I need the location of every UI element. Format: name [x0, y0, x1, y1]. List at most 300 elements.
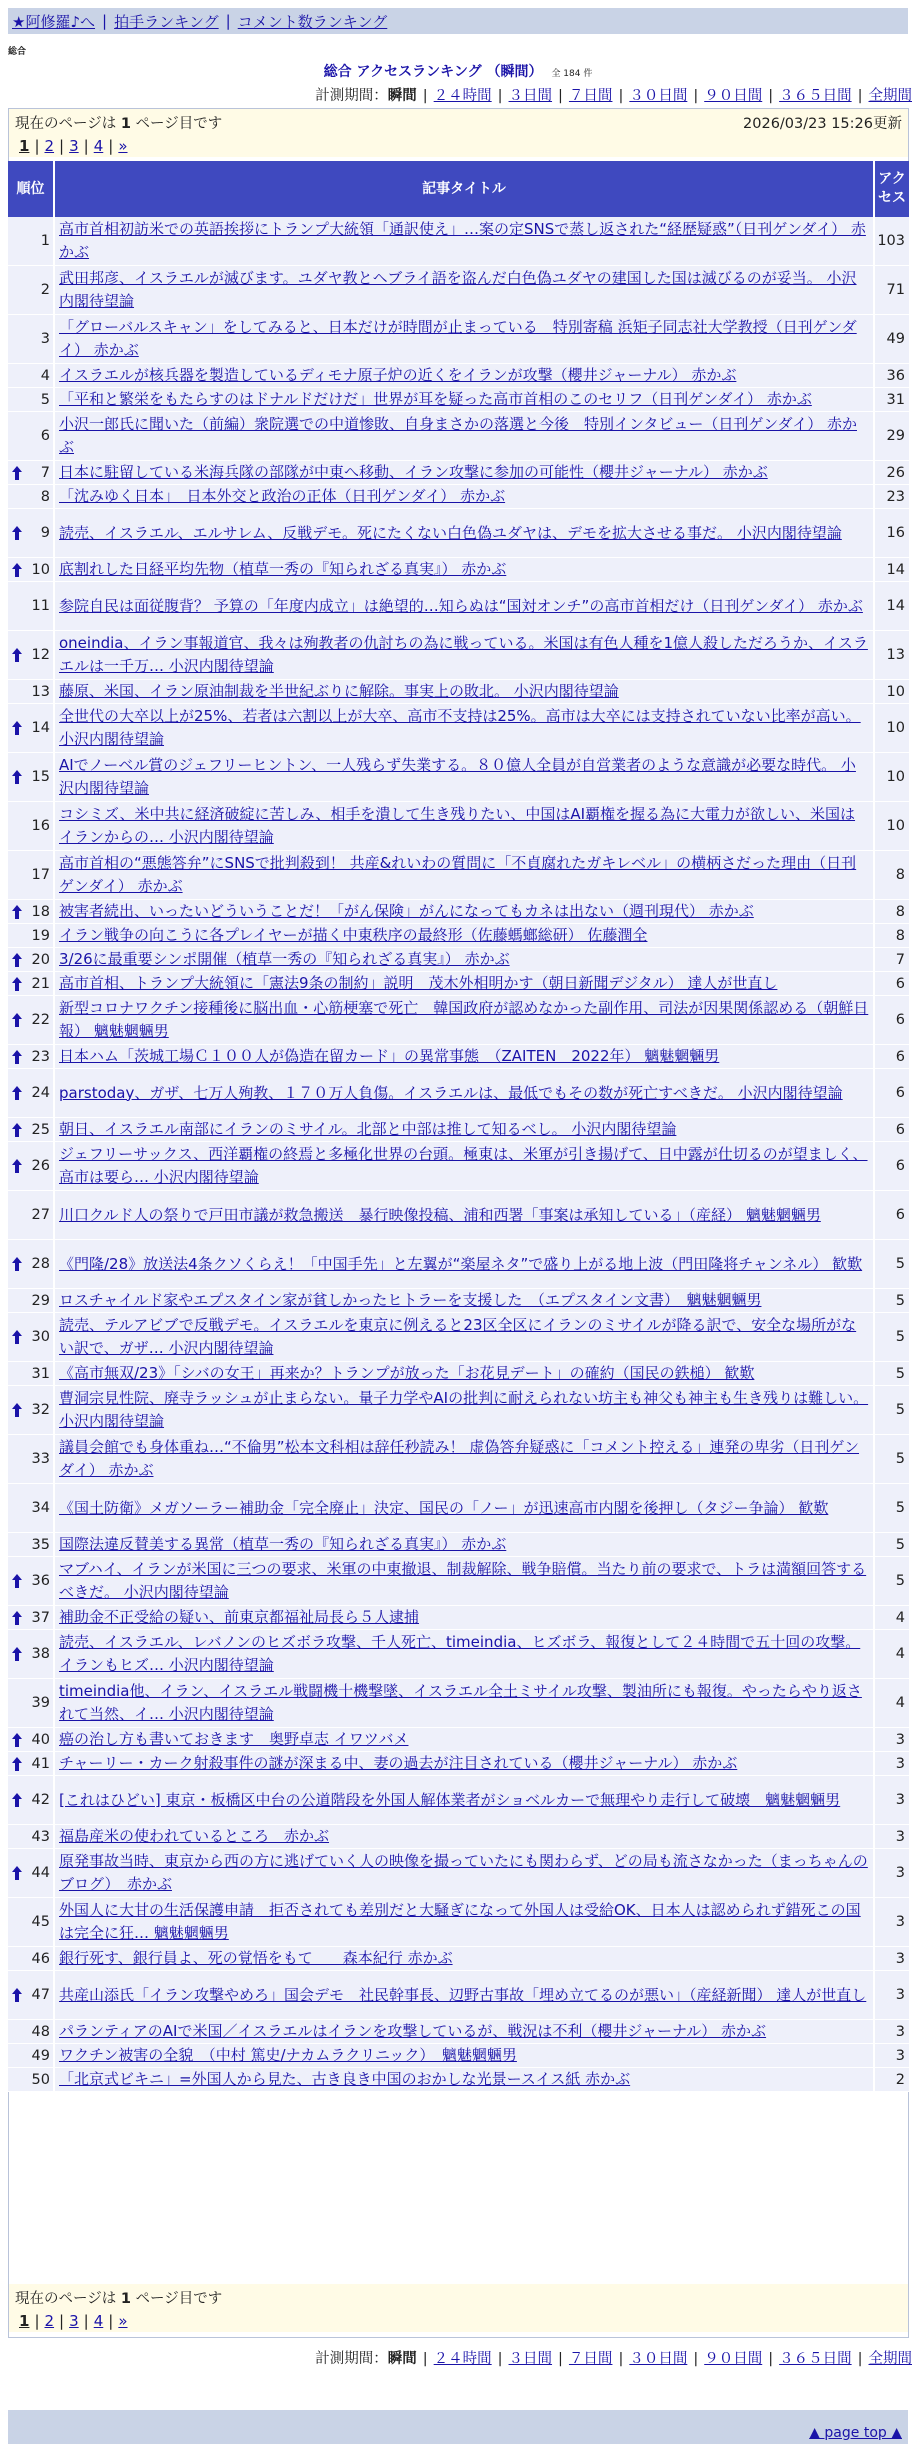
title-cell — [55, 802, 875, 850]
nav-link-applause-ranking[interactable]: 拍手ランキング — [114, 12, 219, 31]
period-option-link[interactable]: ３６５日間 — [779, 2351, 852, 2367]
article-link[interactable]: 曹洞宗見性院、廃寺ラッシュが止まらない。量子力学やAIの批判に耐えられない坊主も神父も神主も生き残りは難しい。 小沢内閣待望論 — [59, 1389, 869, 1430]
article-link[interactable]: ジェフリーサックス、西洋覇権の終焉と多極化世界の台頭。極東は、米軍が引き揚げて、日中露が仕切るのが望ましく、高市は要ら… 小沢内閣待望論 — [59, 1145, 868, 1186]
period-option-link[interactable]: ３０日間 — [629, 88, 688, 104]
access-count: 4 — [875, 1606, 909, 1629]
title-cell — [55, 2068, 875, 2091]
rank-number: 33 — [31, 1451, 50, 1467]
rank-up-arrow-icon — [12, 1086, 22, 1100]
table-row — [8, 461, 909, 485]
pager-separator: | — [59, 2312, 65, 2330]
article-link[interactable]: 新型コロナワクチン接種後に脳出血・心筋梗塞で死亡 韓国政府が認めなかった副作用、司法が因果関係認める（朝鮮日報） 魑魅魍魎男 — [59, 999, 869, 1040]
rank-number: 35 — [31, 1536, 50, 1553]
site-label: 総合 — [8, 47, 27, 57]
article-link[interactable]: 原発事故当時、東京から西の方に逃げていく人の映像を撮っていたにも関わらず、どの局も流さなかった（まっちゃんのブログ） 赤かぶ — [59, 1852, 868, 1893]
page-link[interactable]: 3 — [69, 2312, 79, 2330]
rank-number: 39 — [31, 1695, 50, 1711]
table-row — [8, 1947, 909, 1971]
title-cell — [55, 1630, 875, 1678]
article-link[interactable]: 癌の治し方も書いておきます 奥野卓志 イワツバメ — [59, 1730, 409, 1748]
page-info-top — [8, 109, 909, 135]
access-count: 6 — [875, 1069, 909, 1117]
article-link[interactable]: ロスチャイルド家やエプスタイン家が貧しかったヒトラーを支援した （エプスタイン文書） 魑魅魍魎男 — [59, 1291, 762, 1309]
period-separator: | — [422, 2351, 428, 2367]
rank-up-arrow-icon — [12, 526, 22, 540]
rank-cell — [8, 1045, 55, 1068]
rank-number: 48 — [31, 2023, 50, 2040]
title-cell — [55, 461, 875, 484]
table-row — [8, 1142, 909, 1191]
rank-cell — [8, 851, 55, 899]
rank-number: 19 — [31, 927, 50, 944]
rank-number: 9 — [40, 525, 50, 541]
rank-number: 14 — [31, 720, 50, 736]
rank-number: 16 — [31, 818, 50, 834]
access-count: 31 — [875, 388, 909, 411]
title-cell — [55, 266, 875, 314]
access-count: 3 — [875, 1947, 909, 1970]
title-cell — [55, 1118, 875, 1141]
table-row — [8, 266, 909, 315]
access-count: 3 — [875, 1849, 909, 1897]
article-link[interactable]: 「沈みゆく日本」 日本外交と政治の正体（日刊ゲンダイ） 赤かぶ — [59, 487, 506, 505]
top-nav — [8, 8, 908, 34]
rank-number: 17 — [31, 867, 50, 883]
period-option-link[interactable]: ３６５日間 — [779, 88, 852, 104]
article-link[interactable]: 日本ハム「茨城工場Ｃ１００人が偽造在留カード」の異常事態 （ZAITEN 2022年） 魑魅魍魎男 — [59, 1047, 720, 1065]
rank-cell — [8, 1606, 55, 1629]
article-link[interactable]: 被害者続出、いったいどういうことだ！「がん保険」がんになってもカネは出ない（週刊現代） 赤かぶ — [59, 902, 754, 920]
title-cell — [55, 2020, 875, 2043]
pager-separator: | — [34, 137, 40, 155]
rank-up-arrow-icon — [12, 1013, 22, 1027]
rank-cell — [8, 1557, 55, 1605]
period-separator: | — [618, 88, 624, 104]
current-page-number: 1 — [19, 2312, 30, 2330]
nav-link-comment-ranking[interactable]: コメント数ランキング — [237, 12, 388, 31]
rank-cell — [8, 509, 55, 557]
rank-number: 47 — [31, 1987, 50, 2003]
rank-number: 5 — [40, 391, 50, 408]
page-link[interactable]: 2 — [44, 137, 55, 155]
rank-number: 6 — [40, 428, 50, 444]
article-link[interactable]: [これはひどい] 東京・板橋区中台の公道階段を外国人解体業者がショベルカーで無理やり走行して破壊 魑魅魍魎男 — [59, 1790, 841, 1809]
table-row — [8, 1118, 909, 1142]
rank-number: 23 — [31, 1048, 50, 1065]
rank-cell — [8, 315, 55, 363]
table-row — [8, 364, 909, 388]
table-row — [8, 1679, 909, 1728]
table-row — [8, 1849, 909, 1898]
access-count: 5 — [875, 1435, 909, 1483]
title-cell — [55, 1240, 875, 1288]
period-label: 計測期間： — [315, 2351, 388, 2367]
article-link[interactable]: 《国土防衛》メガソーラー補助金「完全廃止」決定、国民の「ノー」が迅速高市内閣を後押し（タジー争論） 歓歎 — [59, 1498, 829, 1517]
period-option-link[interactable]: ３０日間 — [629, 2351, 688, 2367]
access-count: 5 — [875, 1557, 909, 1605]
table-row — [8, 1776, 909, 1825]
period-option-link[interactable]: ９０日間 — [704, 88, 763, 104]
article-link[interactable]: 「北京式ビキニ」=外国人から見た、古き良き中国のおかしな光景ースイス紙 赤かぶ — [59, 2070, 631, 2088]
period-separator: | — [618, 2351, 624, 2367]
title-cell — [55, 1971, 875, 2019]
period-selector-bottom — [315, 2347, 912, 2368]
rank-up-arrow-icon — [12, 1257, 22, 1271]
article-link[interactable]: 補助金不正受給の疑い、前東京都福祉局長ら５人逮捕 — [59, 1608, 420, 1626]
access-count: 5 — [875, 1386, 909, 1434]
access-count: 6 — [875, 1142, 909, 1190]
page-top-link[interactable]: ▲ page top ▲ — [809, 2425, 902, 2441]
title-cell — [55, 509, 875, 557]
article-link[interactable]: 「グローバルスキャン」をしてみると、日本だけが時間が止まっている 特別寄稿 浜矩子同志社大学教授（日刊ゲンダイ） 赤かぶ — [59, 318, 857, 359]
title-cell — [55, 1898, 875, 1946]
table-row — [8, 2044, 909, 2068]
article-link[interactable]: コシミズ、米中共に経済破綻に苦しみ、相手を潰して生き残りたい、中国はAI覇権を握る為に大電力が欲しい、米国はイランからの… 小沢内閣待望論 — [59, 805, 856, 846]
title-cell — [55, 217, 875, 265]
rank-cell — [8, 266, 55, 314]
rank-up-arrow-icon — [12, 1611, 22, 1625]
rank-up-arrow-icon — [12, 977, 22, 991]
title-cell — [55, 1289, 875, 1312]
page-link[interactable]: 4 — [93, 137, 104, 155]
rank-number: 42 — [31, 1792, 50, 1808]
rank-number: 43 — [31, 1828, 50, 1845]
current-page-number: 1 — [19, 137, 30, 155]
rank-up-arrow-icon — [12, 953, 22, 967]
rank-up-arrow-icon — [12, 1866, 22, 1880]
title-cell — [55, 485, 875, 508]
article-link[interactable]: AIでノーベル賞のジェフリーヒントン、一人残らず失業する。８０億人全員が自営業者のような意識が必要な時代。 小沢内閣待望論 — [59, 756, 856, 797]
table-row — [8, 217, 909, 266]
table-row — [8, 315, 909, 364]
article-link[interactable]: 共産山添氏「イラン攻撃やめろ」国会デモ 社民幹事長、辺野古事故「埋め立てるのが悪い」（産経新聞） 達人が世直し — [59, 1985, 867, 2004]
table-row — [8, 1240, 909, 1289]
rank-number: 12 — [31, 647, 50, 663]
access-count: 16 — [875, 509, 909, 557]
article-link[interactable]: 高市首相初訪米での英語挨拶にトランプ大統領「通訳使え」…案の定SNSで蒸し返された“経歴疑惑”（日刊ゲンダイ） 赤かぶ — [59, 220, 866, 261]
rank-number: 44 — [31, 1865, 50, 1881]
access-count: 6 — [875, 1118, 909, 1141]
article-link[interactable]: oneindia、イラン事報道官、我々は殉教者の仇討ちの為に戦っている。米国は有色人種を1億人殺しただろうか、イスラエルは一千万… 小沢内閣待望論 — [59, 634, 868, 675]
period-option-link[interactable]: ７日間 — [568, 2351, 613, 2367]
title-cell — [55, 704, 875, 752]
rank-number: 41 — [31, 1755, 50, 1772]
rank-number: 7 — [40, 464, 50, 481]
title-cell — [55, 1606, 875, 1629]
title-cell — [55, 1533, 875, 1556]
table-header — [8, 161, 909, 217]
period-option-link[interactable]: ２４時間 — [433, 88, 492, 104]
period-option-link[interactable]: 全期間 — [868, 88, 912, 104]
article-link[interactable]: 《高市無双/23》「シバの女王」再来か？トランプが放った「お花見デート」の確約（国民の鉄槌） 歓歎 — [59, 1364, 755, 1382]
rank-up-arrow-icon — [12, 1574, 22, 1588]
rank-number: 27 — [31, 1207, 50, 1223]
period-option-link[interactable]: ７日間 — [568, 88, 613, 104]
article-link[interactable]: 議員会館でも身体重ね…“不倫男”松本文科相は辞任秒読み！ 虚偽答弁疑惑に「コメント控える」連発の卑劣（日刊ゲンダイ） 赤かぶ — [59, 1438, 860, 1479]
rank-number: 28 — [31, 1256, 50, 1272]
access-count: 49 — [875, 315, 909, 363]
rank-cell — [8, 900, 55, 923]
pager-separator: | — [108, 137, 114, 155]
access-count: 3 — [875, 2020, 909, 2043]
rank-up-arrow-icon — [12, 1793, 22, 1807]
access-count: 6 — [875, 1191, 909, 1239]
table-row — [8, 1533, 909, 1557]
title-cell — [55, 1557, 875, 1605]
rank-cell — [8, 753, 55, 801]
title-cell — [55, 582, 875, 630]
period-separator: | — [693, 2351, 699, 2367]
rank-up-arrow-icon — [12, 1159, 22, 1173]
nav-separator: | — [102, 12, 108, 30]
article-link[interactable]: 国際法違反賛美する異常（植草一秀の『知られざる真実』） 赤かぶ — [59, 1535, 507, 1553]
title-cell — [55, 1313, 875, 1361]
title-cell — [55, 900, 875, 923]
column-header-title: 記事タイトル — [55, 161, 875, 217]
table-row — [8, 1289, 909, 1313]
access-count: 5 — [875, 1362, 909, 1385]
rank-cell — [8, 1386, 55, 1434]
table-row — [8, 631, 909, 680]
rank-up-arrow-icon — [12, 648, 22, 662]
article-link[interactable]: 底割れした日経平均先物（植草一秀の『知られざる真実』） 赤かぶ — [59, 560, 507, 578]
rank-number: 10 — [31, 561, 50, 578]
period-selector-top — [315, 84, 912, 105]
title-cell — [55, 1947, 875, 1970]
title-cell — [55, 2044, 875, 2067]
rank-number: 49 — [31, 2047, 50, 2064]
article-link[interactable]: timeindia他、イラン、イスラエル戦闘機十機撃墜、イスラエル全土ミサイル攻撃、製油所にも報復。やったらやり返されて当然、イ… 小沢内閣待望論 — [59, 1682, 862, 1723]
period-option-link[interactable]: ２４時間 — [433, 2351, 492, 2367]
table-row — [8, 1825, 909, 1849]
table-row — [8, 2020, 909, 2044]
rank-cell — [8, 1947, 55, 1970]
table-row — [8, 900, 909, 924]
article-link[interactable]: 武田邦彦、イスラエルが滅びます。ユダヤ教とヘブライ語を盗んだ白色偽ユダヤの建国した国は滅びるのが妥当。 小沢内閣待望論 — [59, 269, 857, 310]
next-page-link[interactable]: » — [118, 2312, 128, 2330]
article-link[interactable]: 日本に駐留している米海兵隊の部隊が中東へ移動、イラン攻撃に参加の可能性（櫻井ジャーナル） 赤かぶ — [59, 463, 768, 481]
access-count: 5 — [875, 1240, 909, 1288]
rank-up-arrow-icon — [12, 1123, 22, 1137]
current-page-text: 現在のページは 1 ページ目です — [15, 2290, 223, 2307]
access-count: 3 — [875, 1776, 909, 1824]
access-count: 8 — [875, 900, 909, 923]
rank-cell — [8, 1825, 55, 1848]
table-row — [8, 412, 909, 461]
rank-number: 8 — [40, 488, 50, 505]
period-separator: | — [693, 88, 699, 104]
pager-separator: | — [108, 2312, 114, 2330]
article-link[interactable]: 福島産米の使われているところ 赤かぶ — [59, 1827, 330, 1845]
rank-number: 38 — [31, 1646, 50, 1662]
rank-number: 26 — [31, 1158, 50, 1174]
article-link[interactable]: 外国人に大甘の生活保護申請 拒否されても差別だと大騒ぎになって外国人は受給OK、日本人は認められず錯死この国は完全に狂… 魑魅魍魎男 — [59, 1901, 861, 1942]
rank-up-arrow-icon — [12, 721, 22, 735]
rank-cell — [8, 1362, 55, 1385]
article-link[interactable]: 川口クルド人の祭りで戸田市議が救急搬送 暴行映像投稿、浦和西署「事案は承知している」（産経） 魑魅魍魎男 — [59, 1205, 821, 1224]
article-link[interactable]: イスラエルが核兵器を製造しているディモナ原子炉の近くをイランが攻撃（櫻井ジャーナル） 赤かぶ — [59, 366, 737, 384]
access-count: 8 — [875, 851, 909, 899]
access-count: 14 — [875, 558, 909, 581]
rank-cell — [8, 802, 55, 850]
rank-number: 4 — [40, 367, 50, 384]
title-cell — [55, 1435, 875, 1483]
rank-up-arrow-icon — [12, 1330, 22, 1344]
rank-cell — [8, 2020, 55, 2043]
rank-cell — [8, 1776, 55, 1824]
article-link[interactable]: 小沢一郎氏に聞いた（前編）衆院選での中道惨敗、自身まさかの落選と今後 特別インタビュー（日刊ゲンダイ） 赤かぶ — [59, 415, 857, 456]
title-cell — [55, 1728, 875, 1751]
nav-separator: | — [225, 12, 231, 30]
title-cell — [55, 1045, 875, 1068]
rank-cell — [8, 972, 55, 995]
page-link[interactable]: 4 — [93, 2312, 104, 2330]
article-link[interactable]: 高市首相、トランプ大統領に「憲法9条の制約」説明 茂木外相明かす（朝日新聞デジタル） 達人が世直し — [59, 974, 778, 992]
article-link[interactable]: 銀行死す、銀行員よ、死の覚悟をもて 森本紀行 赤かぶ — [59, 1949, 453, 1967]
period-option-link[interactable]: ９０日間 — [704, 2351, 763, 2367]
access-count: 6 — [875, 1045, 909, 1068]
rank-cell — [8, 680, 55, 703]
rank-up-arrow-icon — [12, 1403, 22, 1417]
title-cell — [55, 1752, 875, 1775]
rank-number: 21 — [31, 975, 50, 992]
nav-link-asyura[interactable]: ★阿修羅♪へ — [12, 12, 96, 31]
table-row — [8, 1630, 909, 1679]
period-separator: | — [558, 2351, 563, 2367]
article-link[interactable]: 3/26に最重要シンポ開催（植草一秀の『知られざる真実』） 赤かぶ — [59, 950, 510, 968]
table-row — [8, 996, 909, 1045]
access-count: 36 — [875, 364, 909, 387]
period-separator: | — [857, 88, 863, 104]
title-cell — [55, 1386, 875, 1434]
article-link[interactable]: チャーリー・カーク射殺事件の謎が深まる中、妻の過去が注目されている（櫻井ジャーナル） 赤かぶ — [59, 1754, 738, 1772]
article-link[interactable]: 読売、テルアビブで反戦デモ。イスラエルを東京に例えると23区全区にイランのミサイルが降る訳で、安全な場所がない訳で、ガザ… 小沢内閣待望論 — [59, 1316, 857, 1357]
table-row — [8, 680, 909, 704]
article-link[interactable]: 高市首相の“悪態答弁”にSNSで批判殺到！ 共産&れいわの質問に「不貞腐れたガキレベル」の横柄さだった理由（日刊ゲンダイ） 赤かぶ — [59, 854, 857, 895]
period-separator: | — [497, 2351, 503, 2367]
access-count: 4 — [875, 1679, 909, 1727]
table-row — [8, 1898, 909, 1947]
title-cell — [55, 1679, 875, 1727]
access-count: 3 — [875, 1898, 909, 1946]
access-count: 5 — [875, 1313, 909, 1361]
rank-number: 11 — [31, 598, 50, 614]
rank-up-arrow-icon — [12, 466, 22, 480]
title-cell — [55, 1484, 875, 1532]
table-row — [8, 924, 909, 948]
title-cell — [55, 948, 875, 971]
pager-separator: | — [34, 2312, 40, 2330]
table-row — [8, 509, 909, 558]
ranking-table — [8, 217, 909, 2092]
rank-number: 1 — [40, 233, 50, 249]
rank-cell — [8, 1533, 55, 1556]
period-option-link[interactable]: ３日間 — [508, 88, 553, 104]
footer-bar — [8, 2410, 908, 2444]
article-link[interactable]: 参院自民は面従腹背？ 予算の「年度内成立」は絶望的…知らぬは“国対オンチ”の高市首相だけ（日刊ゲンダイ） 赤かぶ — [59, 596, 863, 615]
table-row — [8, 1045, 909, 1069]
rank-number: 31 — [31, 1365, 50, 1382]
next-page-link[interactable]: » — [118, 137, 128, 155]
rank-cell — [8, 1142, 55, 1190]
table-row — [8, 1752, 909, 1776]
table-row — [8, 388, 909, 412]
title-cell — [55, 680, 875, 703]
rank-number: 3 — [40, 331, 50, 347]
rank-cell — [8, 388, 55, 411]
article-link[interactable]: イラン戦争の向こうに各プレイヤーが描く中東秩序の最終形（佐藤螞螂総研） 佐藤潤全 — [59, 926, 648, 944]
period-separator: | — [422, 88, 428, 104]
rank-cell — [8, 1240, 55, 1288]
period-option-link[interactable]: 全期間 — [868, 2351, 912, 2367]
access-count: 71 — [875, 266, 909, 314]
article-link[interactable]: 読売、イスラエル、レバノンのヒズボラ攻撃、千人死亡、timeindia、ヒズボラ、報復として２４時間で五十回の攻撃。イランもヒズ… 小沢内閣待望論 — [59, 1633, 861, 1674]
rank-number: 18 — [31, 903, 50, 920]
rank-number: 36 — [31, 1573, 50, 1589]
page-link[interactable]: 2 — [44, 2312, 55, 2330]
column-header-access: アクセス — [875, 161, 909, 217]
period-separator: | — [857, 2351, 863, 2367]
article-link[interactable]: 朝日、イスラエル南部にイランのミサイル。北部と中部は推して知るべし。 小沢内閣待望論 — [59, 1120, 677, 1138]
article-link[interactable]: パランティアのAIで米国／イスラエルはイランを攻撃しているが、戦況は不利（櫻井ジャーナル） 赤かぶ — [59, 2022, 767, 2040]
period-label: 計測期間： — [315, 88, 388, 104]
page-link[interactable]: 3 — [69, 137, 79, 155]
rank-cell — [8, 485, 55, 508]
rank-up-arrow-icon — [12, 563, 22, 577]
article-link[interactable]: マブハイ、イランが米国に三つの要求、米軍の中東撤退、制裁解除、戦争賠償。当たり前の要求で、トラは満額回答するべきだ。 小沢内閣待望論 — [59, 1560, 867, 1601]
access-count: 13 — [875, 631, 909, 679]
table-row — [8, 2068, 909, 2092]
article-link[interactable]: 藤原、米国、イラン原油制裁を半世紀ぶりに解除。事実上の敗北。 小沢内閣待望論 — [59, 682, 619, 700]
table-row — [8, 558, 909, 582]
ranking-heading: 総合 アクセスランキング （瞬間） — [323, 64, 543, 80]
title-cell — [55, 412, 875, 460]
rank-cell — [8, 1971, 55, 2019]
access-count: 3 — [875, 1825, 909, 1848]
access-count: 29 — [875, 412, 909, 460]
article-link[interactable]: 全世代の大卒以上が25%、若者は六割以上が大卒、高市不支持は25%。高市は大卒には支持されていない比率が高い。 小沢内閣待望論 — [59, 707, 861, 748]
rank-cell — [8, 1118, 55, 1141]
article-link[interactable]: 読売、イスラエル、エルサレム、反戦デモ。死にたくない白色偽ユダヤは、デモを拡大させる事だ。 小沢内閣待望論 — [59, 523, 842, 542]
access-count: 6 — [875, 972, 909, 995]
rank-number: 30 — [31, 1329, 50, 1345]
article-link[interactable]: 《門隆/28》放送法4条クソくらえ！「中国手先」と左翼が“楽屋ネタ”で盛り上がる地上波（門田隆将チャンネル） 歓歎 — [59, 1254, 863, 1273]
pager-separator: | — [83, 137, 89, 155]
rank-cell — [8, 1484, 55, 1532]
access-count: 8 — [875, 924, 909, 947]
rank-cell — [8, 996, 55, 1044]
access-count: 10 — [875, 680, 909, 703]
title-cell — [55, 315, 875, 363]
title-cell — [55, 972, 875, 995]
rank-up-arrow-icon — [12, 1988, 22, 2002]
access-count: 10 — [875, 704, 909, 752]
rank-number: 20 — [31, 951, 50, 968]
article-link[interactable]: parstoday、ガザ、七万人殉教、１７０万人負傷。イスラエルは、最低でもその数が死亡すべきだ。 小沢内閣待望論 — [59, 1083, 843, 1102]
rank-number: 40 — [31, 1731, 50, 1748]
period-current: 瞬間 — [387, 2351, 417, 2367]
article-link[interactable]: 「平和と繁栄をもたらすのはドナルドだけだ」世界が耳を疑った高市首相のこのセリフ（日刊ゲンダイ） 赤かぶ — [59, 390, 812, 408]
table-row — [8, 485, 909, 509]
rank-up-arrow-icon — [12, 1647, 22, 1661]
page-info-bottom — [8, 2284, 909, 2310]
article-link[interactable]: ワクチン被害の全貌 （中村 篤史/ナカムラクリニック） 魑魅魍魎男 — [59, 2046, 517, 2064]
rank-number: 25 — [31, 1121, 50, 1138]
pager-separator: | — [59, 137, 65, 155]
access-count: 3 — [875, 2044, 909, 2067]
period-option-link[interactable]: ３日間 — [508, 2351, 553, 2367]
title-cell — [55, 1142, 875, 1190]
